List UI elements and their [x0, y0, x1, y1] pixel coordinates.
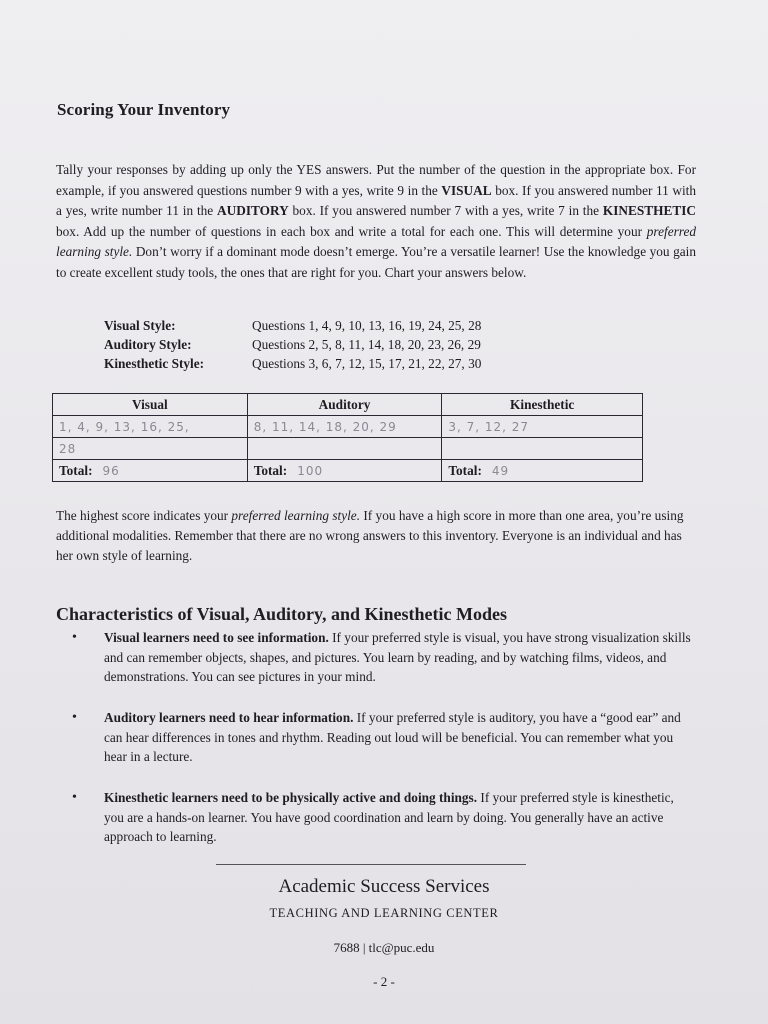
header-kinesthetic: Kinesthetic — [442, 394, 643, 416]
style-questions: Questions 1, 4, 9, 10, 13, 16, 19, 24, 25, 28 — [252, 318, 482, 333]
bullet-text — [104, 788, 692, 847]
results-text: The highest score indicates your — [56, 508, 232, 523]
footer-divider — [216, 864, 526, 865]
total-label: Total: — [253, 462, 288, 478]
auditory-answers-continued[interactable] — [247, 438, 442, 460]
page-number: - 2 - — [373, 974, 395, 989]
style-row-auditory — [104, 335, 481, 354]
header-visual: Visual — [53, 394, 248, 416]
kinesthetic-total: 49 — [491, 463, 510, 478]
intro-text: box. Add up the number of questions in each box and write a total for each one. This will determine your — [56, 223, 647, 239]
bullet-kinesthetic — [72, 788, 692, 847]
style-name: Auditory Style: — [104, 337, 192, 352]
intro-text: box. If you answered number 7 with a yes, write 7 in the — [288, 203, 603, 218]
intro-text: Tally your responses by adding up only the YES answers. Put the number of the question in the appropriate box. For example, if you answered questions number 9 with a yes, write 9 in the — [56, 162, 696, 198]
intro-emphasis: preferred learning style. — [56, 223, 696, 259]
visual-answers-continued[interactable]: 28 — [53, 438, 248, 460]
kinesthetic-answers-continued[interactable] — [442, 438, 643, 460]
bullet-dot: • — [72, 630, 77, 645]
style-questions: Questions 3, 6, 7, 12, 15, 17, 21, 22, 27, 30 — [252, 356, 482, 371]
intro-text: box. If you answered number 11 with a yes, write number 11 in the — [56, 182, 697, 218]
style-question-list — [104, 316, 481, 373]
total-label: Total: — [59, 462, 93, 478]
style-name: Kinesthetic Style: — [104, 356, 205, 371]
intro-text: Don’t worry if a dominant mode doesn’t emerge. You’re a versatile learner! Use the knowledge you gain to create excellent study tools, the ones that are right for you. Chart your answers below. — [56, 244, 697, 280]
visual-answers[interactable]: 1, 4, 9, 13, 16, 25, — [53, 416, 248, 438]
visual-total: 96 — [102, 463, 120, 478]
bullet-auditory — [72, 708, 692, 767]
bullet-visual — [72, 628, 692, 687]
visual-total-cell[interactable] — [53, 460, 248, 482]
bullet-body: If your preferred style is visual, you have strong visualization skills and can remember objects, shapes, and pictures. You learn by reading, and by watching films, videos, and demonstrations. You can see pictures in your mind. — [104, 630, 691, 684]
tally-totals-row — [53, 460, 643, 482]
tally-answers-row — [53, 416, 643, 438]
tally-answers-row-2 — [53, 438, 643, 460]
style-row-kinesthetic — [104, 354, 481, 373]
kinesthetic-answers[interactable]: 3, 7, 12, 27 — [442, 416, 643, 438]
footer-org-subtitle: TEACHING AND LEARNING CENTER — [269, 906, 499, 920]
results-paragraph — [56, 506, 686, 566]
results-text: If you have a high score in more than one area, you’re using additional modalities. Remember that there are no wrong answers to this inventory. Everyone is an individual and has her own style of learning. — [56, 508, 684, 563]
bullet-body: If your preferred style is kinesthetic, you are a hands-on learner. You have good coordination and learn by doing. You generally have an active approach to learning. — [104, 790, 674, 844]
total-label: Total: — [448, 462, 482, 478]
auditory-total-cell[interactable] — [247, 460, 442, 482]
bullet-text — [104, 628, 692, 687]
bullet-lead: Kinesthetic learners need to be physically active and doing things. — [104, 790, 478, 805]
bullet-lead: Visual learners need to see information. — [104, 630, 329, 645]
auditory-total: 100 — [297, 463, 324, 478]
bullet-text — [104, 708, 692, 767]
bullet-dot: • — [72, 790, 77, 805]
header-auditory: Auditory — [247, 394, 442, 416]
bullet-dot: • — [72, 710, 77, 725]
style-name: Visual Style: — [104, 318, 176, 333]
style-questions: Questions 2, 5, 8, 11, 14, 18, 20, 23, 26, 29 — [252, 337, 481, 352]
tally-table — [52, 393, 643, 482]
kinesthetic-total-cell[interactable] — [442, 460, 643, 482]
footer-org-name: Academic Success Services — [278, 876, 490, 897]
intro-kinesthetic-keyword: KINESTHETIC — [602, 203, 696, 218]
auditory-answers[interactable]: 8, 11, 14, 18, 20, 29 — [247, 416, 442, 438]
intro-auditory-keyword: AUDITORY — [217, 203, 289, 218]
characteristics-heading: Characteristics of Visual, Auditory, and Kinesthetic Modes — [56, 604, 507, 624]
style-row-visual — [104, 316, 481, 335]
page-heading: Scoring Your Inventory — [57, 100, 231, 119]
intro-paragraph — [56, 160, 696, 283]
tally-header-row — [53, 394, 643, 416]
bullet-lead: Auditory learners need to hear information. — [104, 710, 354, 725]
bullet-body: If your preferred style is auditory, you have a “good ear” and can hear differences in tones and rhythm. Reading out loud will be beneficial. You can remember what you hear in a lecture. — [104, 710, 681, 764]
footer-contact: 7688 | tlc@puc.edu — [333, 940, 435, 955]
intro-visual-keyword: VISUAL — [441, 182, 492, 198]
results-emphasis: preferred learning style. — [231, 508, 361, 523]
